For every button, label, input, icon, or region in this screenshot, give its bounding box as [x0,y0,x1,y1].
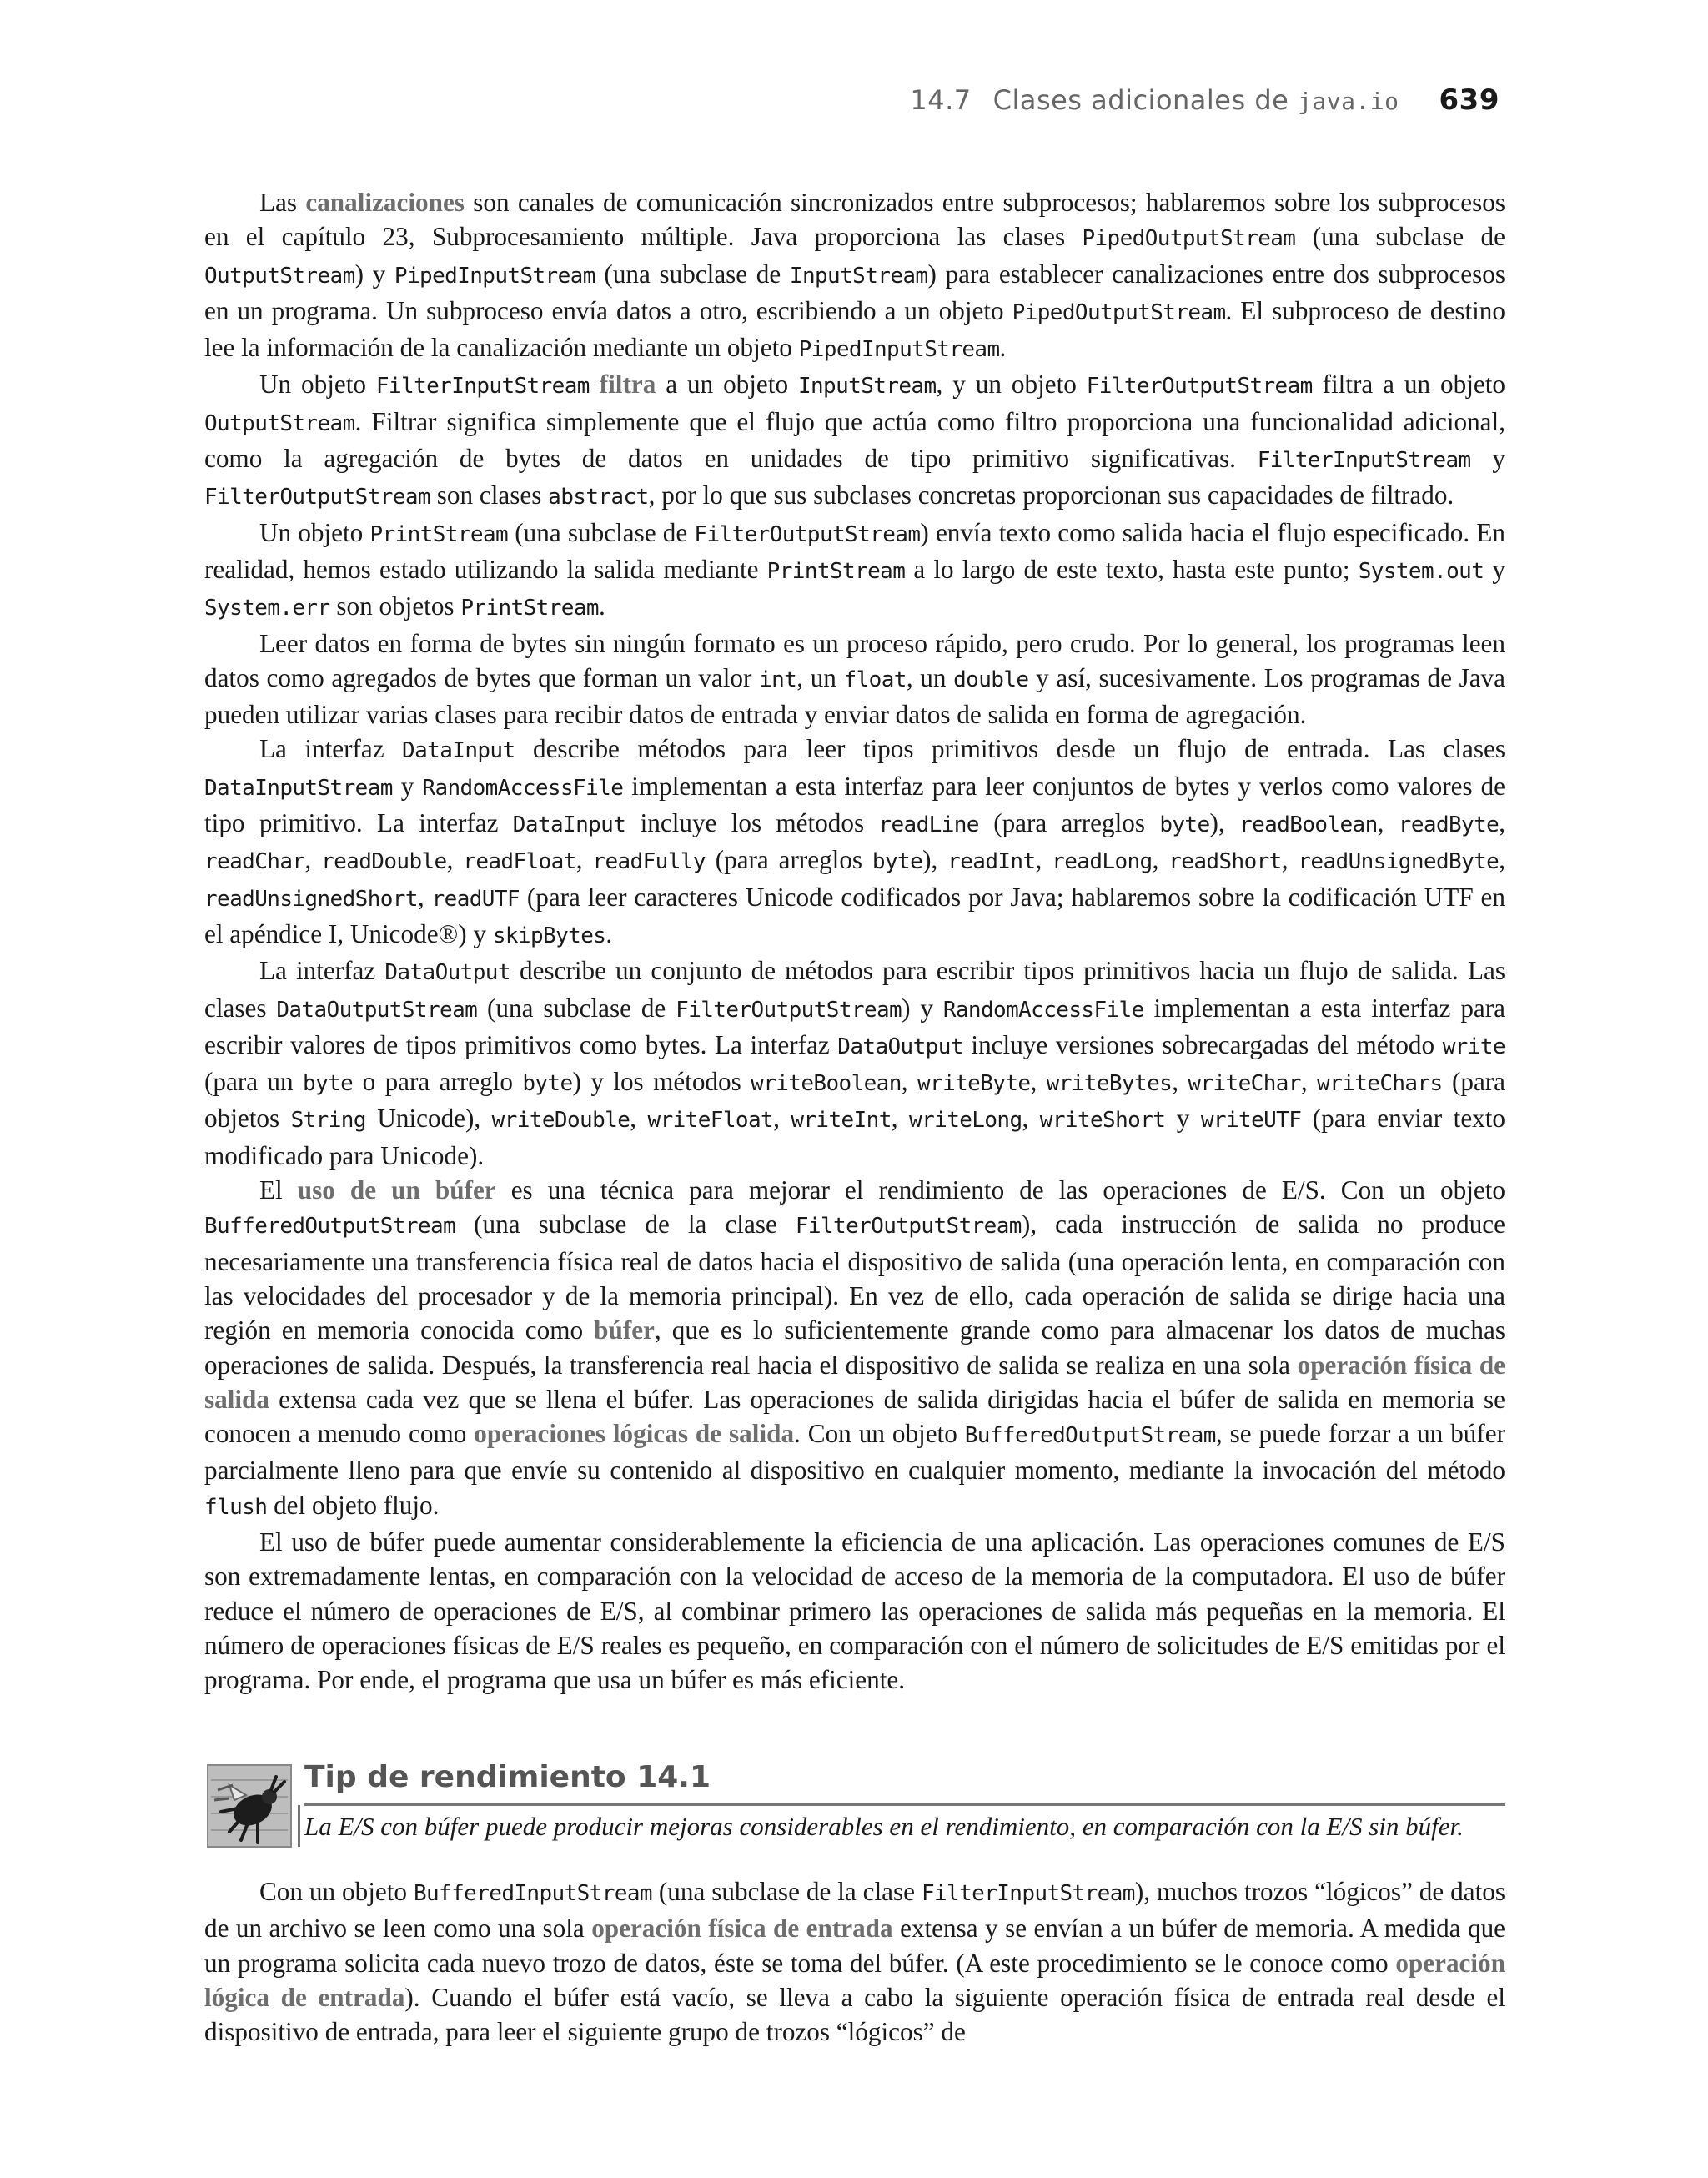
code-term: RandomAccessFile [422,775,624,801]
text-run: incluye los métodos [625,808,879,838]
code-term: FilterInputStream [375,374,590,400]
code-term: byte [522,1071,573,1097]
text-run: filtra a un objeto [1312,370,1505,400]
text-run: implementan a esta interfaz para escribir valores de tipos primitivos como bytes. La interfaz [204,993,1505,1059]
code-term: DataInput [512,812,626,838]
code-term: FilterOutputStream [676,997,902,1023]
code-term: byte [1159,812,1210,838]
text-run: del objeto flujo. [267,1490,440,1520]
code-term: readByte [1398,812,1500,838]
text-run: son objetos [329,591,461,621]
code-term: DataInput [402,738,515,764]
text-run: . [999,333,1007,363]
body-text [204,185,1505,1697]
code-term: BufferedOutputStream [204,1214,456,1240]
text-run: y [392,771,423,801]
text-run: , [1499,808,1506,838]
text-run: , [1022,1104,1040,1134]
text-run: (para leer caracteres Unicode codificados por Java; hablaremos sobre la codificación UTF en el apéndice I, Unicode®) y [204,882,1505,948]
text-run: (una subclase de la clase [651,1877,922,1906]
body-text-continued [204,1874,1505,2049]
code-term: FilterOutputStream [204,485,430,511]
text-run: ) envía texto como salida hacia el flujo especificado. En realidad, hemos estado utilizando la salida mediante [204,517,1505,584]
paragraph [204,1173,1505,1525]
tip-divider-left [298,1805,300,1847]
text-run: , [446,845,464,875]
text-run: , por lo que sus subclases concretas proporcionan sus capacidades de filtrado. [648,480,1454,511]
text-run: o para arreglo [353,1067,523,1097]
code-term: byte [872,849,923,875]
text-run: (para arreglos [705,845,872,875]
text-run: implementan a esta interfaz para leer conjuntos de bytes y verlos como valores de tipo primitivo. La interfaz [204,771,1506,838]
text-run: ), cada instrucción de salida no produce necesariamente una transferencia física real de datos hacia el dispositivo de salida (una operación lenta, en comparación con las velocidades del procesador y de la memoria principal). En vez de ello, cada operación de salida se dirige hacia una región en memoria conocida como [204,1210,1505,1346]
text-run: , [417,882,432,912]
tip-text: La E/S con búfer puede producir mejoras considerables en el rendimiento, en comparación con la E/S sin búfer. [304,1812,1464,1841]
key-term: búfer [594,1315,655,1346]
code-term: writeLong [909,1108,1022,1134]
code-term: readBoolean [1239,812,1378,838]
code-term: writeFloat [647,1108,774,1134]
code-term: float [843,666,907,692]
text-run: ) y [902,993,943,1023]
paragraph [204,1525,1505,1697]
text-run: , [1035,845,1052,875]
code-term: System.err [204,596,330,621]
code-term: writeBytes [1046,1071,1173,1097]
text-run: Un objeto [259,517,370,547]
code-term: PipedInputStream [394,263,595,289]
code-term: readUnsignedByte [1298,849,1500,875]
text-run: , [304,845,322,875]
code-term: DataOutput [837,1034,963,1059]
code-term: FilterOutputStream [694,521,921,547]
code-term: OutputStream [204,263,355,289]
paragraph [204,185,1505,367]
code-term: byte [303,1071,354,1097]
text-run: y así, sucesivamente. Los programas de Java pueden utilizar varias clases para recibir datos de entrada y enviar datos de salida en forma de agregación. [204,662,1505,730]
text-run: extensa y se envían a un búfer de memoria. A medida que un programa solicita cada nuevo trozo de datos, éste se toma del búfer. (A este procedimiento se le conoce como [204,1914,1506,1978]
code-term: readLine [878,812,979,838]
text-run: (una subclase de [1295,222,1505,252]
text-run: (una subclase de [595,259,790,289]
code-term: skipBytes [492,923,606,948]
text-run: , [1300,1067,1318,1097]
text-run: . Con un objeto [794,1419,965,1449]
code-term: write [1442,1034,1505,1059]
text-run: (una subclase de [477,993,676,1023]
text-run: , [1377,808,1399,838]
text-run: , [575,845,593,875]
code-term: writeBoolean [751,1071,902,1097]
text-run: ) y [354,259,394,289]
code-term: PrintStream [766,558,906,584]
code-term: FilterOutputStream [795,1214,1022,1240]
text-run: , [630,1104,648,1134]
code-term: String [290,1108,366,1134]
text-run: El [259,1175,298,1205]
text-run: (una subclase de la clase [455,1210,796,1240]
key-term: operación física de entrada [591,1914,893,1944]
text-run: describe un conjunto de métodos para escribir tipos primitivos hacia un flujo de salida. Las clases [204,956,1505,1023]
text-run: , se puede forzar a un búfer parcialmente lleno para que envíe su contenido al dispositivo en cualquier momento, mediante la invocación del método [204,1419,1505,1486]
key-term: canalizaciones [305,188,465,217]
text-run: , [1030,1067,1047,1097]
tip-divider [304,1803,1505,1806]
text-run: (para un [204,1067,304,1097]
key-term: uso de un búfer [297,1175,496,1205]
code-term: PipedOutputStream [1082,226,1296,252]
text-run: (para objetos [204,1067,1506,1134]
code-term: readUnsignedShort [204,886,418,912]
text-run: La interfaz [259,956,385,986]
text-run: , [891,1104,910,1134]
text-run: extensa cada vez que se llena el búfer. Las operaciones de salida dirigidas hacia el búfer de salida en memoria se conocen a menudo como [204,1384,1505,1449]
text-run: y [1470,444,1505,474]
code-term: RandomAccessFile [942,997,1144,1023]
code-term: writeShort [1039,1108,1166,1134]
code-term: readUTF [431,886,520,912]
text-run: y [1165,1104,1201,1134]
text-run: , [1281,845,1299,875]
code-term: readInt [947,849,1036,875]
code-term: writeByte [917,1071,1031,1097]
text-run: Un objeto [259,370,376,400]
code-term: readFloat [463,849,576,875]
code-term: int [759,666,797,692]
paragraph [204,626,1505,732]
key-term: operación lógica de entrada [204,1948,1505,2012]
text-run: , [773,1104,791,1134]
text-run: y [1484,554,1506,584]
text-run: . El subproceso de destino lee la información de la canalización mediante un objeto [204,295,1505,363]
header-title [993,84,1399,116]
code-term: readLong [1052,849,1153,875]
code-term: DataOutput [384,960,510,986]
code-term: System.out [1358,558,1484,584]
text-run: Con un objeto [259,1877,414,1906]
text-run: , [1172,1067,1188,1097]
text-run: ), [922,845,948,875]
paragraph [204,953,1505,1173]
code-term: readChar [204,849,305,875]
text-run: , [1499,845,1506,875]
text-run: , y un objeto [936,370,1087,400]
code-term: PipedInputStream [798,337,1000,363]
text-run: ), [1209,808,1240,838]
code-term: PipedOutputStream [1012,299,1226,325]
header-title-text: Clases adicionales de [992,84,1289,116]
code-term: writeChar [1188,1071,1301,1097]
text-run: ) para establecer canalizaciones entre dos subprocesos en un programa. Un subproceso envía datos a otro, escribiendo a un objeto [204,259,1505,325]
page-number: 639 [1439,83,1500,117]
text-run: a lo largo de este texto, hasta este punto; [905,554,1359,584]
text-run: a un objeto [656,370,798,400]
text-run: ) y los métodos [572,1067,751,1097]
text-run: incluye versiones sobrecargadas del método [962,1029,1443,1059]
performance-tip [204,1760,1505,1852]
code-term: double [953,666,1029,692]
performance-bug-icon [204,1760,296,1852]
paragraph [204,732,1505,953]
tip-title: Tip de rendimiento 14.1 [304,1760,711,1794]
code-term: FilterInputStream [921,1881,1135,1906]
code-term: InputStream [789,263,928,289]
text-run: . [605,918,613,948]
text-run: son clases [430,480,549,511]
text-run: ), muchos trozos “lógicos” de datos de un archivo se leen como una sola [204,1877,1506,1944]
code-term: readDouble [321,849,447,875]
code-term: FilterInputStream [1257,448,1471,474]
text-run [590,370,600,399]
text-run: son canales de comunicación sincronizados entre subprocesos; hablaremos sobre los subprocesos en el capítulo 23, Subprocesamiento múltiple. Java proporciona las clases [204,188,1505,252]
text-run: , [1152,845,1169,875]
code-term: DataInputStream [204,775,393,801]
text-run: (para arreglos [978,808,1160,838]
code-term: PrintStream [460,596,599,621]
key-term: operación física de salida [204,1350,1506,1414]
text-run: , [901,1067,917,1097]
text-run: , que es lo suficientemente grande como para almacenar los datos de muchas operaciones de salida. Después, la transferencia real hacia el dispositivo de salida se realiza en una sola [204,1315,1505,1380]
text-run: . Filtrar significa simplemente que el flujo que actúa como filtro proporciona una funcionalidad adicional, como la agregación de bytes de datos en unidades de tipo primitivo significativas. [204,406,1505,474]
code-term: BufferedInputStream [413,1881,652,1906]
text-run: La interfaz [259,734,403,764]
running-header [910,83,1500,117]
text-run: describe métodos para leer tipos primitivos desde un flujo de entrada. Las clases [515,734,1505,764]
code-term: writeDouble [491,1108,630,1134]
text-run: . [598,591,605,621]
text-run: Las [259,188,306,217]
code-term: InputStream [797,374,937,400]
text-run: ). Cuando el búfer está vacío, se lleva a cabo la siguiente operación física de entrada real desde el dispositivo de entrada, para leer el siguiente grupo de trozos “lógicos” de [204,1982,1506,2047]
paragraph [204,1874,1505,2049]
section-number: 14.7 [910,84,972,116]
code-term: writeUTF [1200,1108,1302,1134]
code-term: BufferedOutputStream [964,1423,1216,1449]
code-term: FilterOutputStream [1086,374,1313,400]
code-term: PrintStream [369,521,509,547]
code-term: abstract [548,485,649,511]
text-run: El uso de búfer puede aumentar considerablemente la eficiencia de una aplicación. Las operaciones comunes de E/S son extremadamente lentas, en comparación con la velocidad de acceso de la memoria de la computadora. El uso de búfer reduce el número de operaciones de E/S, al combinar primero las operaciones de salida más pequeñas en la memoria. El número de operaciones físicas de E/S reales es pequeño, en comparación con el número de solicitudes de E/S emitidas por el programa. Por ende, el programa que usa un búfer es más eficiente. [204,1527,1505,1695]
text-run: Unicode), [365,1104,492,1134]
header-title-code: java.io [1298,88,1399,115]
code-term: readShort [1168,849,1282,875]
text-run: Leer datos en forma de bytes sin ningún formato es un proceso rápido, pero crudo. Por lo general, los programas leen datos como agregados de bytes que forman un valor [204,628,1505,692]
code-term: flush [204,1494,268,1520]
paragraph [204,516,1505,626]
code-term: OutputStream [204,410,355,436]
paragraph [204,367,1505,515]
code-term: writeInt [791,1108,892,1134]
text-run: , un [796,662,844,692]
code-term: DataOutputStream [276,997,478,1023]
code-term: readFully [592,849,706,875]
text-run: (para enviar texto modificado para Unicode). [204,1104,1506,1170]
text-run: (una subclase de [508,517,695,547]
key-term: filtra [599,370,656,400]
text-run: es una técnica para mejorar el rendimiento de las operaciones de E/S. Con un objeto [495,1175,1506,1205]
key-term: operaciones lógicas de salida [474,1419,795,1449]
code-term: writeChars [1317,1071,1443,1097]
text-run: , un [906,662,954,692]
